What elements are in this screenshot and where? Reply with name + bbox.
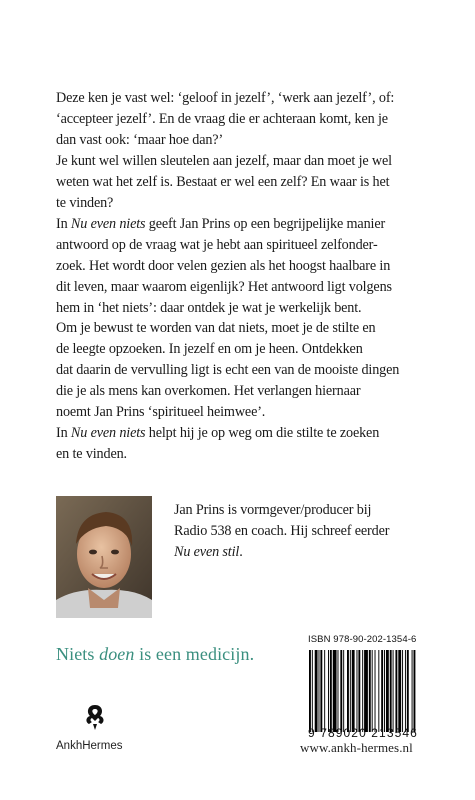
blurb-paragraph-2 xyxy=(56,214,436,319)
blurb-line xyxy=(56,214,436,235)
blurb-line: dat daarin de vervulling ligt is echt een van de mooiste dingen xyxy=(56,362,400,378)
text-run: In xyxy=(56,425,71,441)
barcode-digits: 9 789020 213546 xyxy=(308,726,418,740)
bio-line: Radio 538 en coach. Hij schreef eerder xyxy=(174,523,390,539)
text-run: Niets xyxy=(56,644,100,664)
blurb-line: dan vast ook: ‘maar hoe dan?’ xyxy=(56,132,224,148)
text-run: geeft Jan Prins op een begrijpelijke manier xyxy=(145,216,386,232)
publisher-name: AnkhHermes xyxy=(56,740,123,752)
bio-line: Jan Prins is vormgever/producer bij xyxy=(174,502,372,518)
author-photo xyxy=(56,496,152,618)
author-bio xyxy=(174,500,444,563)
book-title-italic: Nu even niets xyxy=(70,216,146,232)
blurb-line xyxy=(56,423,436,444)
bio-line xyxy=(174,542,444,563)
blurb-line: en te vinden. xyxy=(56,446,127,462)
blurb-paragraph-1 xyxy=(56,88,436,214)
website-url: www.ankh-hermes.nl xyxy=(300,740,413,755)
blurb-line: Je kunt wel willen sleutelen aan jezelf, maar dan moet je wel xyxy=(56,153,392,169)
blurb-line: ‘accepteer jezelf’. En de vraag die er achteraan komt, ken je xyxy=(56,111,388,127)
blurb-line: weten wat het zelf is. Bestaat er wel een zelf? En waar is het xyxy=(56,174,390,190)
blurb-line: Om je bewust te worden van dat niets, moet je de stilte en xyxy=(56,320,376,336)
text-run: is een medicijn. xyxy=(134,644,255,664)
ankhhermes-logo-icon xyxy=(80,702,110,732)
book-title-italic: Nu even niets xyxy=(70,425,146,441)
blurb-line: te vinden? xyxy=(56,195,114,211)
blurb-line: die je als mens kan overkomen. Het verlangen hiernaar xyxy=(56,383,361,399)
blurb-paragraph-3 xyxy=(56,318,436,465)
book-title-italic: Nu even stil xyxy=(174,544,240,560)
text-run: . xyxy=(239,544,243,560)
blurb-line: antwoord op de vraag wat je hebt aan spiritueel zelfonder- xyxy=(56,237,378,253)
blurb-line: noemt Jan Prins ‘spiritueel heimwee’. xyxy=(56,404,266,420)
blurb-line: hem in ‘het niets’: daar ontdek je wat je werkelijk bent. xyxy=(56,300,362,316)
text-run: In xyxy=(56,216,71,232)
slogan xyxy=(56,644,254,665)
slogan-emphasis: doen xyxy=(99,644,135,664)
blurb-line: Deze ken je vast wel: ‘geloof in jezelf’, ‘werk aan jezelf’, of: xyxy=(56,90,395,106)
blurb-line: zoek. Het wordt door velen gezien als het hoogst haalbare in xyxy=(56,258,391,274)
blurb-line: de leegte opzoeken. In jezelf en om je heen. Ontdekken xyxy=(56,341,363,357)
isbn-number: ISBN 978-90-202-1354-6 xyxy=(308,634,417,645)
blurb-line: dit leven, maar waarom eigenlijk? Het antwoord ligt volgens xyxy=(56,279,392,295)
barcode xyxy=(308,650,448,732)
text-run: helpt hij je op weg om die stilte te zoeken xyxy=(145,425,380,441)
